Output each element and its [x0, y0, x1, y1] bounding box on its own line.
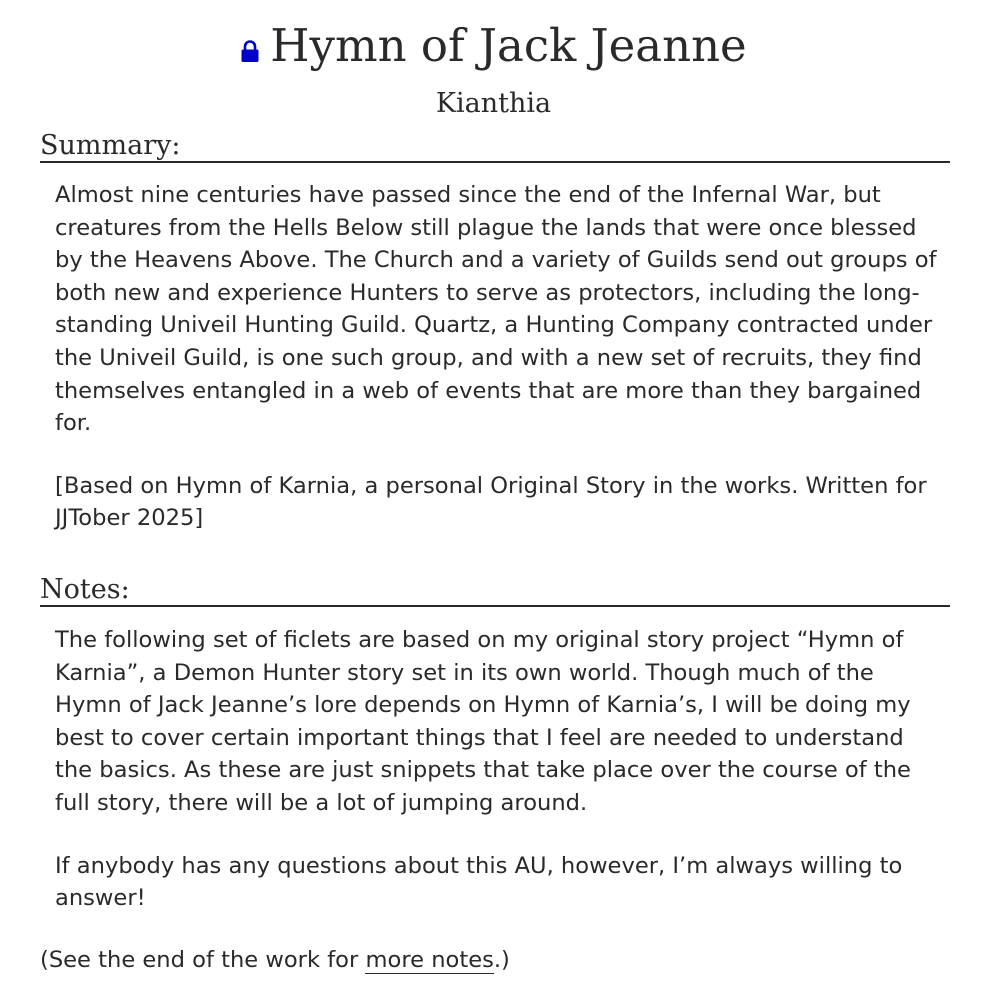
- lock-icon-graphic: [240, 39, 260, 63]
- more-notes-link[interactable]: more notes: [365, 947, 494, 973]
- lock-icon: [240, 18, 260, 42]
- summary-paragraph: Almost nine centuries have passed since the end of the Infernal War, but creatures from the Hells Below still plague the lands that were once blessed by the Heavens Above. The Church and a variety of Guilds send out groups of both new and experience Hunters to serve as protectors, including the long-standing Univeil Hunting Guild. Quartz, a Hunting Company contracted under the Univeil Guild, is one such group, and with a new set of recruits, they find themselves entangled in a web of events that are more than they bargained for.: [55, 182, 937, 437]
- summary-paragraph: [Based on Hymn of Karnia, a personal Original Story in the works. Written for JJTober 2025]: [55, 472, 927, 532]
- summary-heading: [40, 132, 950, 163]
- notes-paragraph: The following set of ficlets are based on my original story project “Hymn of Karnia”, a Demon Hunter story set in its own world. Though much of the Hymn of Jack Jeanne’s lore depends on Hymn of Karnia’s, I will be doing my best to cover certain important things that I feel are needed to understand the basics. As these are just snippets that take place over the course of the full story, there will be a lot of jumping around.: [55, 627, 911, 816]
- author-name[interactable]: Kianthia: [435, 88, 552, 119]
- notes-paragraph: If anybody has any questions about this AU, however, I’m always willing to answer!: [55, 852, 903, 912]
- end-note-prefix: (See the end of the work for: [40, 947, 366, 973]
- summary-text: [55, 179, 945, 535]
- end-notes-pointer: [40, 944, 510, 977]
- notes-heading: [40, 576, 950, 607]
- notes-heading-label: Notes:: [40, 574, 130, 605]
- work-title-heading: [0, 16, 987, 76]
- work-title: Hymn of Jack Jeanne: [270, 19, 747, 72]
- summary-heading-label: Summary:: [40, 130, 181, 161]
- end-note-suffix: .): [493, 947, 510, 973]
- notes-text: [55, 624, 945, 915]
